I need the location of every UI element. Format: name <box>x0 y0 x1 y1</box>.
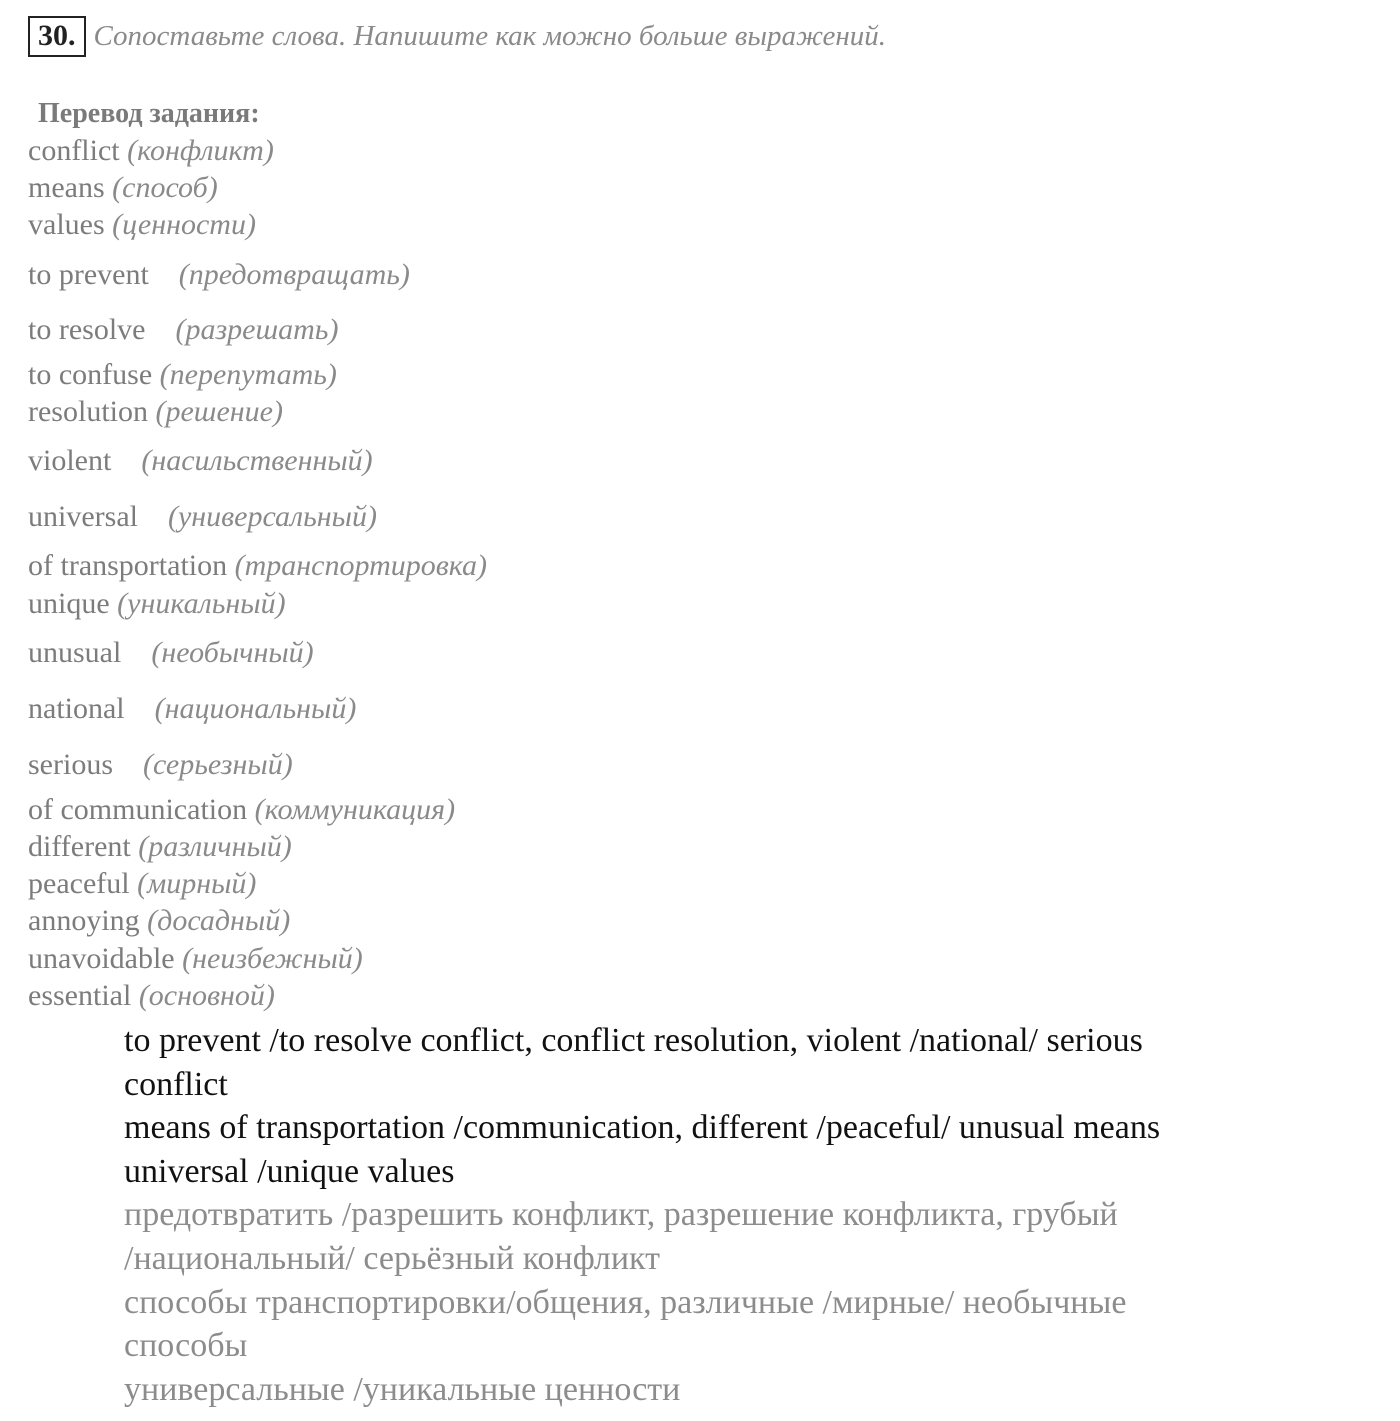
vocab-en: unavoidable <box>28 942 175 975</box>
vocab-item <box>28 395 283 429</box>
task-header <box>28 14 886 58</box>
answer-line-en: to prevent /to resolve conflict, conflict resolution, violent /national/ serious <box>124 1022 1143 1059</box>
vocab-en: conflict <box>28 134 120 167</box>
answer-line-ru: способы транспортировки/общения, различные /мирные/ необычные <box>124 1283 1127 1321</box>
answers-block <box>124 1019 1374 1411</box>
vocab-en: unusual <box>28 636 122 669</box>
vocab-ru: (конфликт) <box>127 134 274 167</box>
vocab-ru: (необычный) <box>151 636 314 669</box>
vocab-ru: (решение) <box>155 395 283 428</box>
vocab-en: universal <box>28 500 138 533</box>
vocab-item <box>28 979 275 1013</box>
vocab-item <box>28 830 292 864</box>
vocab-ru: (способ) <box>112 171 218 204</box>
task-instruction: Сопоставьте слова. Напишите как можно больше выражений. <box>93 19 887 52</box>
vocab-item <box>28 692 356 726</box>
vocab-ru: (транспортировка) <box>234 549 488 582</box>
vocab-item <box>28 587 286 621</box>
vocab-ru: (предотвращать) <box>178 258 410 291</box>
answer-line-en: means of transportation /communication, different /peaceful/ unusual means <box>124 1109 1161 1147</box>
vocab-en: to prevent <box>28 258 149 291</box>
vocab-item <box>28 793 455 827</box>
vocab-en: essential <box>28 979 132 1012</box>
vocab-en: means <box>28 171 105 204</box>
vocab-en: peaceful <box>28 867 130 900</box>
task-number: 30. <box>28 16 86 57</box>
vocab-en: of communication <box>28 793 248 826</box>
vocab-item <box>28 258 410 292</box>
vocab-ru: (неизбежный) <box>182 942 363 975</box>
vocab-ru: (досадный) <box>147 904 291 937</box>
vocab-en: of transportation <box>28 549 228 582</box>
vocab-item <box>28 313 338 347</box>
vocab-en: resolution <box>28 395 148 428</box>
vocab-en: violent <box>28 444 112 477</box>
vocab-item <box>28 444 373 478</box>
vocab-ru: (перепутать) <box>159 358 337 391</box>
vocab-ru: (ценности) <box>112 208 256 241</box>
vocab-ru: (разрешать) <box>175 313 339 346</box>
vocab-en: to resolve <box>28 313 146 346</box>
vocab-ru: (уникальный) <box>117 587 286 620</box>
vocab-ru: (универсальный) <box>167 500 377 533</box>
vocab-item <box>28 549 487 583</box>
answer-line-ru: /национальный/ серьёзный конфликт <box>124 1239 660 1277</box>
vocab-ru: (национальный) <box>154 692 357 725</box>
vocab-ru: (различный) <box>138 830 292 863</box>
answer-line-en: conflict <box>124 1065 228 1103</box>
translation-heading: Перевод задания: <box>38 98 260 129</box>
vocab-ru: (коммуникация) <box>254 793 456 826</box>
vocab-item <box>28 208 256 242</box>
vocab-ru: (мирный) <box>137 867 257 900</box>
vocab-item <box>28 904 290 938</box>
vocab-item <box>28 171 218 205</box>
vocab-en: serious <box>28 748 113 781</box>
answer-line-en: universal /unique values <box>124 1152 455 1190</box>
vocab-item <box>28 942 363 976</box>
vocab-en: annoying <box>28 904 140 937</box>
vocab-en: national <box>28 692 125 725</box>
vocab-en: unique <box>28 587 110 620</box>
vocab-item <box>28 748 293 782</box>
vocab-en: different <box>28 830 131 863</box>
vocab-en: values <box>28 208 105 241</box>
vocab-ru: (серьезный) <box>143 748 293 781</box>
vocab-item <box>28 500 377 534</box>
vocab-item <box>28 636 314 670</box>
answer-line-ru: предотвратить /разрешить конфликт, разрешение конфликта, грубый <box>124 1196 1118 1234</box>
vocab-item <box>28 867 256 901</box>
answer-line-ru: способы <box>124 1327 248 1365</box>
vocab-item <box>28 358 337 392</box>
vocab-ru: (основной) <box>138 979 275 1012</box>
vocab-ru: (насильственный) <box>141 444 373 477</box>
vocab-item <box>28 134 274 168</box>
answer-line-ru: универсальные /уникальные ценности <box>124 1370 681 1408</box>
vocab-en: to confuse <box>28 358 153 391</box>
